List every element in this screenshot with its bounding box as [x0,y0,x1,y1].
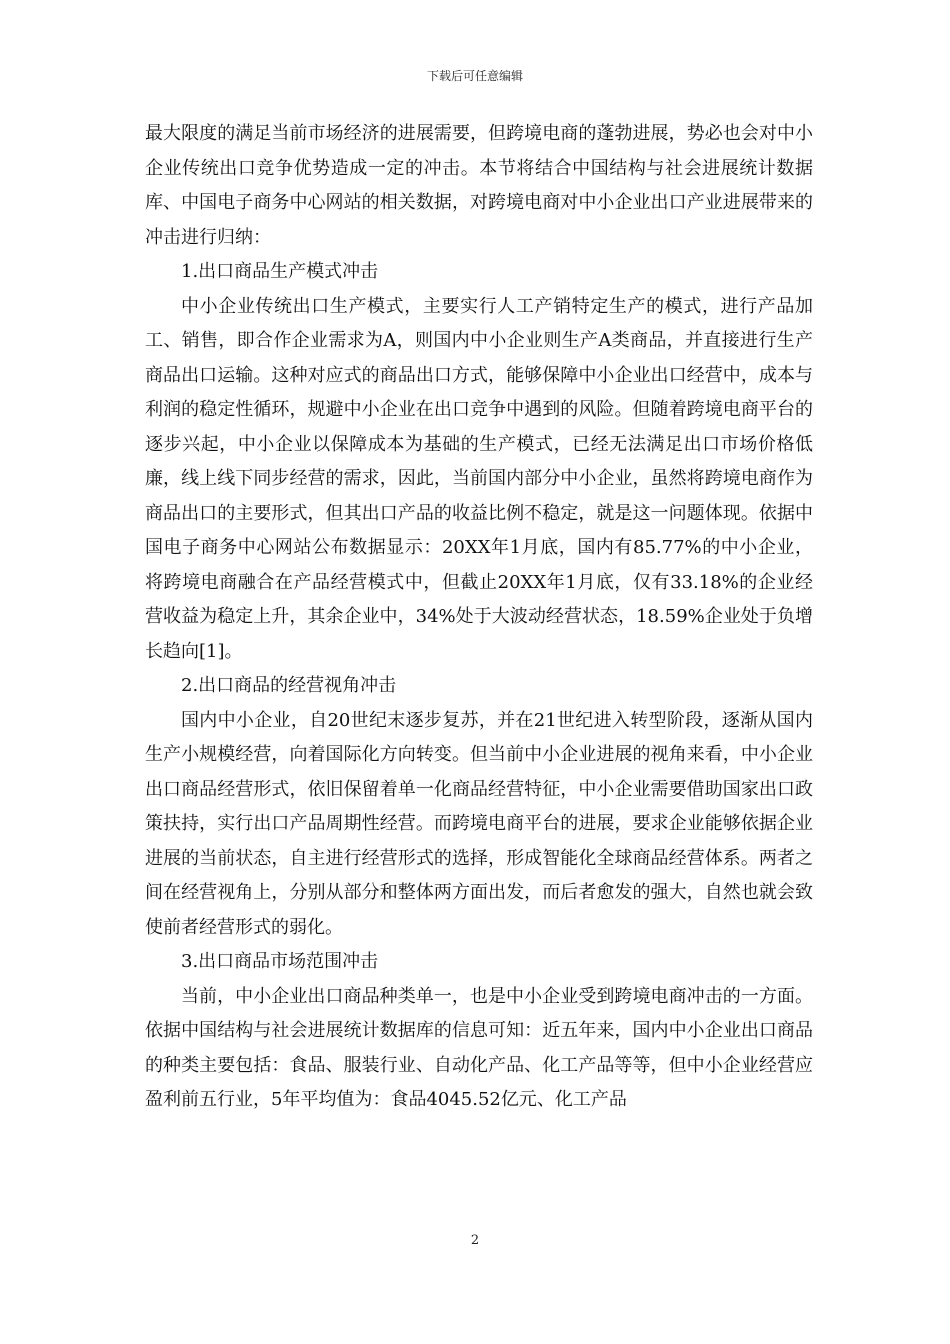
paragraph-section-2: 国内中小企业，自20世纪末逐步复苏，并在21世纪进入转型阶段，逐渐从国内生产小规模经营，向着国际化方向转变。但当前中小企业进展的视角来看，中小企业出口商品经营形式，依旧保留着单一化商品经营特征，中小企业需要借助国家出口政策扶持，实行出口产品周期性经营。而跨境电商平台的进展，要求企业能够依据企业进展的当前状态，自主进行经营形式的选择，形成智能化全球商品经营体系。两者之间在经营视角上，分别从部分和整体两方面出发，而后者愈发的强大，自然也就会致使前者经营形式的弱化。 [145,709,813,938]
paragraph-section-1: 中小企业传统出口生产模式，主要实行人工产销特定生产的模式，进行产品加工、销售，即合作企业需求为A，则国内中小企业则生产A类商品，并直接进行生产商品出口运输。这种对应式的商品出口方式，能够保障中小企业出口经营中，成本与利润的稳定性循环，规避中小企业在出口竞争中遇到的风险。但随着跨境电商平台的逐步兴起，中小企业以保障成本为基础的生产模式，已经无法满足出口市场价格低廉，线上线下同步经营的需求，因此，当前国内部分中小企业，虽然将跨境电商作为商品出口的主要形式，但其出口产品的收益比例不稳定，就是这一问题体现。依据中国电子商务中心网站公布数据显示：20XX年1月底，国内有85.77%的中小企业，将跨境电商融合在产品经营模式中，但截止20XX年1月底，仅有33.18%的企业经营收益为稳定上升，其余企业中，34%处于大波动经营状态，18.59%企业处于负增长趋向[1]。 [145,295,813,662]
section-heading-1: 1.出口商品生产模式冲击 [181,261,379,282]
page-header: 下载后可任意编辑 [426,69,523,83]
document-body [145,117,813,1118]
section-heading-3: 3.出口商品市场范围冲击 [181,951,379,972]
section-heading-2: 2.出口商品的经营视角冲击 [181,675,397,696]
page-number: 2 [470,1233,480,1248]
paragraph-section-3: 当前，中小企业出口商品种类单一，也是中小企业受到跨境电商冲击的一方面。依据中国结构与社会进展统计数据库的信息可知：近五年来，国内中小企业出口商品的种类主要包括：食品、服装行业、自动化产品、化工产品等等，但中小企业经营应盈利前五行业，5年平均值为：食品4045.52亿元、化工产品 [145,985,813,1110]
paragraph-intro: 最大限度的满足当前市场经济的进展需要，但跨境电商的蓬勃进展，势必也会对中小企业传统出口竞争优势造成一定的冲击。本节将结合中国结构与社会进展统计数据库、中国电子商务中心网站的相关数据，对跨境电商对中小企业出口产业进展带来的冲击进行归纳： [145,123,813,248]
